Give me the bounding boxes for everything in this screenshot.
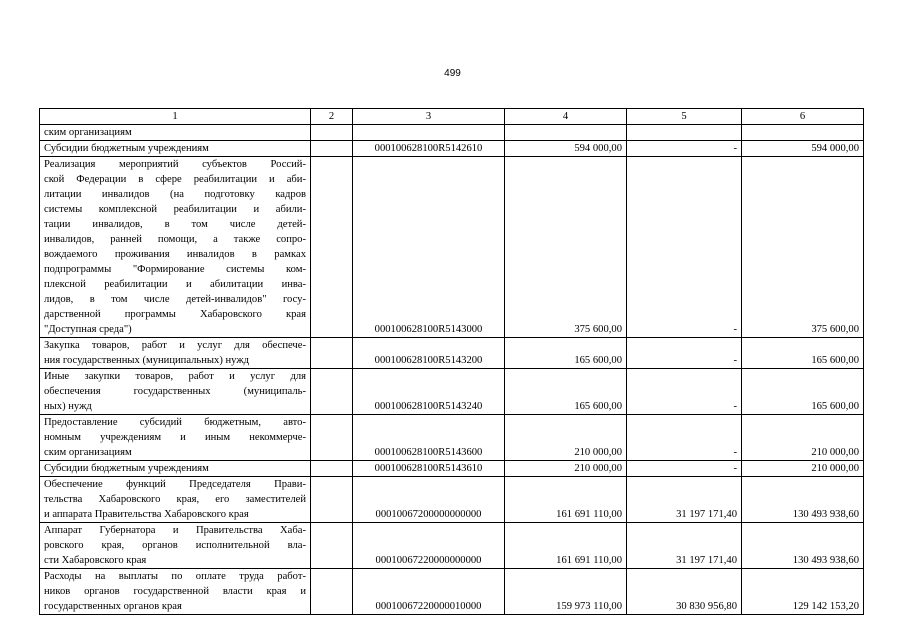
col2-cell <box>311 523 353 569</box>
row-name-line: ским организациям <box>44 447 132 458</box>
row-name-line: Иные закупки товаров, работ и услуг для <box>44 371 306 382</box>
row-name-line: литации инвалидов (на подготовку кадров <box>44 189 306 200</box>
amount-change-cell <box>627 125 742 141</box>
amount-approved-cell: 594 000,00 <box>505 141 627 157</box>
amount-approved-cell: 210 000,00 <box>505 461 627 477</box>
table-row <box>40 369 864 415</box>
amount-approved-cell: 375 600,00 <box>505 157 627 338</box>
row-name-line: тельства Хабаровского края, его заместителей <box>44 494 306 505</box>
row-name-line: ния государственных (муниципальных) нужд <box>44 355 250 366</box>
amount-total-cell: 210 000,00 <box>742 461 864 477</box>
amount-total-cell: 375 600,00 <box>742 157 864 338</box>
row-name-line: государственных органов края <box>44 601 182 612</box>
row-name-line: "Доступная среда") <box>44 324 132 335</box>
row-name-cell <box>40 141 311 157</box>
col2-cell <box>311 477 353 523</box>
amount-approved-cell: 165 600,00 <box>505 369 627 415</box>
budget-table <box>39 108 864 615</box>
amount-change-cell: - <box>627 369 742 415</box>
row-name-line: Субсидии бюджетным учреждениям <box>44 463 209 474</box>
amount-approved-cell: 161 691 110,00 <box>505 523 627 569</box>
amount-change-cell: 31 197 171,40 <box>627 523 742 569</box>
amount-change-cell: - <box>627 141 742 157</box>
row-name-line: ским организациям <box>44 127 132 138</box>
row-name-line: Реализация мероприятий субъектов Россий- <box>44 159 306 170</box>
row-name-line: ровского края, органов исполнительной вла- <box>44 540 306 551</box>
row-name-line: ников органов государственной власти края и <box>44 586 306 597</box>
header-cell-4: 4 <box>505 109 627 125</box>
budget-code-cell: 000100628100R5143200 <box>353 338 505 369</box>
amount-change-cell: - <box>627 338 742 369</box>
col2-cell <box>311 569 353 615</box>
table-row <box>40 523 864 569</box>
col2-cell <box>311 157 353 338</box>
amount-total-cell: 130 493 938,60 <box>742 477 864 523</box>
col2-cell <box>311 125 353 141</box>
amount-approved-cell: 165 600,00 <box>505 338 627 369</box>
row-name-cell <box>40 461 311 477</box>
row-name-cell <box>40 569 311 615</box>
amount-total-cell: 165 600,00 <box>742 338 864 369</box>
amount-change-cell: - <box>627 415 742 461</box>
amount-total-cell: 594 000,00 <box>742 141 864 157</box>
row-name-line: лидов, в том числе детей-инвалидов" госу- <box>44 294 306 305</box>
col2-cell <box>311 461 353 477</box>
col2-cell <box>311 338 353 369</box>
table-row <box>40 125 864 141</box>
row-name-cell <box>40 477 311 523</box>
col2-cell <box>311 415 353 461</box>
budget-code-cell <box>353 125 505 141</box>
row-name-line: сти Хабаровского края <box>44 555 147 566</box>
amount-change-cell: 31 197 171,40 <box>627 477 742 523</box>
row-name-line: Предоставление субсидий бюджетным, авто- <box>44 417 306 428</box>
amount-change-cell: 30 830 956,80 <box>627 569 742 615</box>
row-name-line: Закупка товаров, работ и услуг для обеспече- <box>44 340 306 351</box>
row-name-line: системы комплексной реабилитации и абили- <box>44 204 306 215</box>
amount-approved-cell: 161 691 110,00 <box>505 477 627 523</box>
row-name-line: Аппарат Губернатора и Правительства Хаба- <box>44 525 306 536</box>
amount-change-cell: - <box>627 157 742 338</box>
header-row <box>40 109 864 125</box>
amount-total-cell: 165 600,00 <box>742 369 864 415</box>
header-cell-2: 2 <box>311 109 353 125</box>
row-name-line: и аппарата Правительства Хабаровского края <box>44 509 249 520</box>
amount-total-cell <box>742 125 864 141</box>
budget-code-cell: 00010067200000000000 <box>353 477 505 523</box>
budget-code-cell: 000100628100R5142610 <box>353 141 505 157</box>
header-cell-1: 1 <box>40 109 311 125</box>
amount-approved-cell: 159 973 110,00 <box>505 569 627 615</box>
row-name-line: Обеспечение функций Председателя Прави- <box>44 479 306 490</box>
row-name-line: дарственной программы Хабаровского края <box>44 309 306 320</box>
row-name-line: тации инвалидов, в том числе детей- <box>44 219 306 230</box>
header-cell-5: 5 <box>627 109 742 125</box>
row-name-cell <box>40 157 311 338</box>
budget-code-cell: 000100628100R5143000 <box>353 157 505 338</box>
amount-total-cell: 210 000,00 <box>742 415 864 461</box>
budget-code-cell: 000100628100R5143610 <box>353 461 505 477</box>
table-row <box>40 338 864 369</box>
col2-cell <box>311 141 353 157</box>
amount-change-cell: - <box>627 461 742 477</box>
row-name-line: инвалидов, ранней помощи, а также сопро- <box>44 234 306 245</box>
budget-code-cell: 000100628100R5143240 <box>353 369 505 415</box>
row-name-line: вождаемого проживания инвалидов в рамках <box>44 249 306 260</box>
budget-code-cell: 000100628100R5143600 <box>353 415 505 461</box>
page-number: 499 <box>444 68 461 79</box>
budget-code-cell: 00010067220000000000 <box>353 523 505 569</box>
table-row <box>40 461 864 477</box>
row-name-line: номным учреждениям и иным некоммерче- <box>44 432 306 443</box>
table-row <box>40 157 864 338</box>
amount-total-cell: 129 142 153,20 <box>742 569 864 615</box>
amount-approved-cell: 210 000,00 <box>505 415 627 461</box>
table-row <box>40 415 864 461</box>
row-name-line: подпрограммы "Формирование системы ком- <box>44 264 306 275</box>
table-row <box>40 141 864 157</box>
row-name-line: плексной реабилитации и абилитации инва- <box>44 279 306 290</box>
row-name-line: Субсидии бюджетным учреждениям <box>44 143 209 154</box>
row-name-cell <box>40 338 311 369</box>
table-row <box>40 477 864 523</box>
row-name-cell <box>40 125 311 141</box>
col2-cell <box>311 369 353 415</box>
amount-total-cell: 130 493 938,60 <box>742 523 864 569</box>
row-name-line: обеспечения государственных (муниципаль- <box>44 386 306 397</box>
amount-approved-cell <box>505 125 627 141</box>
budget-code-cell: 00010067220000010000 <box>353 569 505 615</box>
row-name-line: ных) нужд <box>44 401 92 412</box>
header-cell-6: 6 <box>742 109 864 125</box>
row-name-cell <box>40 369 311 415</box>
row-name-cell <box>40 415 311 461</box>
row-name-cell <box>40 523 311 569</box>
table-row <box>40 569 864 615</box>
header-cell-3: 3 <box>353 109 505 125</box>
row-name-line: Расходы на выплаты по оплате труда работ- <box>44 571 306 582</box>
row-name-line: ской Федерации в сфере реабилитации и аби- <box>44 174 306 185</box>
